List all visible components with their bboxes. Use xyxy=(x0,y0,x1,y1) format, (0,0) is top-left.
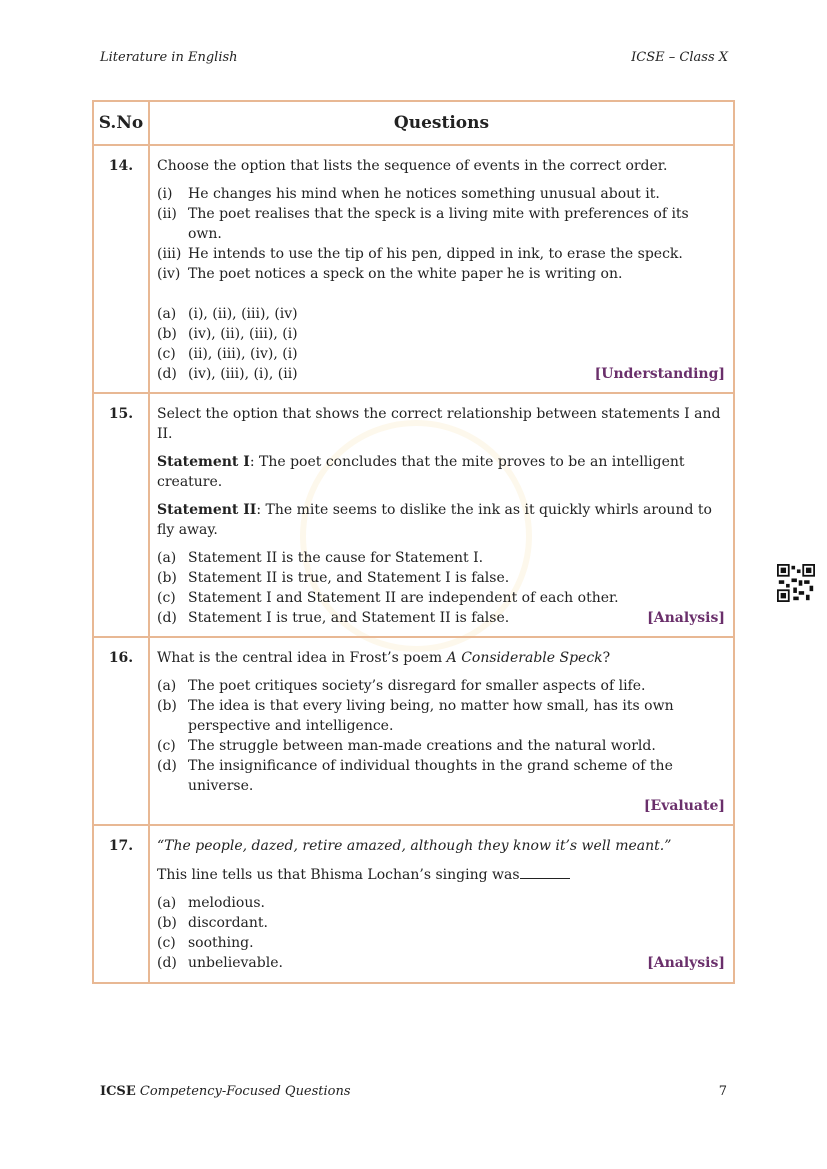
option-item: (d) unbelievable. [Analysis] xyxy=(157,955,725,971)
option-item: (c) soothing. xyxy=(157,935,254,951)
question-row-14 xyxy=(93,145,734,393)
question-stem: Choose the option that lists the sequence of events in the correct order. xyxy=(157,158,668,174)
header-subject: Literature in English xyxy=(100,50,238,65)
table-header-row xyxy=(93,101,734,145)
question-number: 16. xyxy=(93,637,149,825)
option-item: (a) The poet critiques society’s disregard for smaller aspects of life. xyxy=(157,678,646,694)
page-number: 7 xyxy=(718,1084,727,1099)
col-header-sno: S.No xyxy=(93,101,149,145)
question-body xyxy=(149,825,734,983)
statement-two: Statement II: The mite seems to dislike the ink as it quickly whirls around to fly away. xyxy=(157,502,712,538)
option-item: (c) Statement I and Statement II are independent of each other. xyxy=(157,590,619,606)
option-item: (a) Statement II is the cause for Statement I. xyxy=(157,550,484,566)
option-item: (b) The idea is that every living being, no matter how small, has its own perspective and intelligence. xyxy=(157,698,674,734)
skill-tag: [Analysis] xyxy=(647,610,725,626)
option-item: (c) (ii), (iii), (iv), (i) xyxy=(157,346,298,362)
question-body xyxy=(149,637,734,825)
skill-tag: [Understanding] xyxy=(594,366,725,382)
option-item: (c) The struggle between man-made creations and the natural world. xyxy=(157,738,656,754)
question-stem: This line tells us that Bhisma Lochan’s singing was xyxy=(157,864,725,885)
question-number: 17. xyxy=(93,825,149,983)
statement-one: Statement I: The poet concludes that the mite proves to be an intelligent creature. xyxy=(157,454,685,490)
option-item: (d) (iv), (iii), (i), (ii) [Understanding] xyxy=(157,366,725,382)
question-stem: Select the option that shows the correct relationship between statements I and II. xyxy=(157,406,721,442)
question-body xyxy=(149,145,734,393)
option-item: (b) Statement II is true, and Statement I is false. xyxy=(157,570,510,586)
qr-code-icon[interactable] xyxy=(777,564,815,602)
header-class: ICSE – Class X xyxy=(631,50,728,65)
question-row-17 xyxy=(93,825,734,983)
question-number: 15. xyxy=(93,393,149,637)
statement-item: (iii) He intends to use the tip of his pen, dipped in ink, to erase the speck. xyxy=(157,246,683,262)
option-item: (b) (iv), (ii), (iii), (i) xyxy=(157,326,298,342)
question-stem: What is the central idea in Frost’s poem A Considerable Speck? xyxy=(157,650,611,666)
poem-quote: “The people, dazed, retire amazed, although they know it’s well meant.” xyxy=(157,838,672,854)
option-item: (d) The insignificance of individual thoughts in the grand scheme of the universe. xyxy=(157,758,673,794)
blank-line xyxy=(520,864,570,879)
statement-item: (i) He changes his mind when he notices something unusual about it. xyxy=(157,186,660,202)
option-item: (b) discordant. xyxy=(157,915,268,931)
questions-table xyxy=(92,100,735,984)
option-item: (a) (i), (ii), (iii), (iv) xyxy=(157,306,298,322)
question-row-16 xyxy=(93,637,734,825)
option-item: (a) melodious. xyxy=(157,895,265,911)
skill-tag: [Analysis] xyxy=(647,955,725,971)
question-number: 14. xyxy=(93,145,149,393)
statement-item: (iv) The poet notices a speck on the white paper he is writing on. xyxy=(157,266,623,282)
question-body xyxy=(149,393,734,637)
footer-title: ICSE Competency-Focused Questions xyxy=(100,1084,351,1099)
option-item: (d) Statement I is true, and Statement II is false. [Analysis] xyxy=(157,610,725,626)
statement-item: (ii) The poet realises that the speck is a living mite with preferences of its own. xyxy=(157,206,689,242)
question-row-15 xyxy=(93,393,734,637)
col-header-questions: Questions xyxy=(149,101,734,145)
skill-tag: [Evaluate] xyxy=(643,798,725,814)
